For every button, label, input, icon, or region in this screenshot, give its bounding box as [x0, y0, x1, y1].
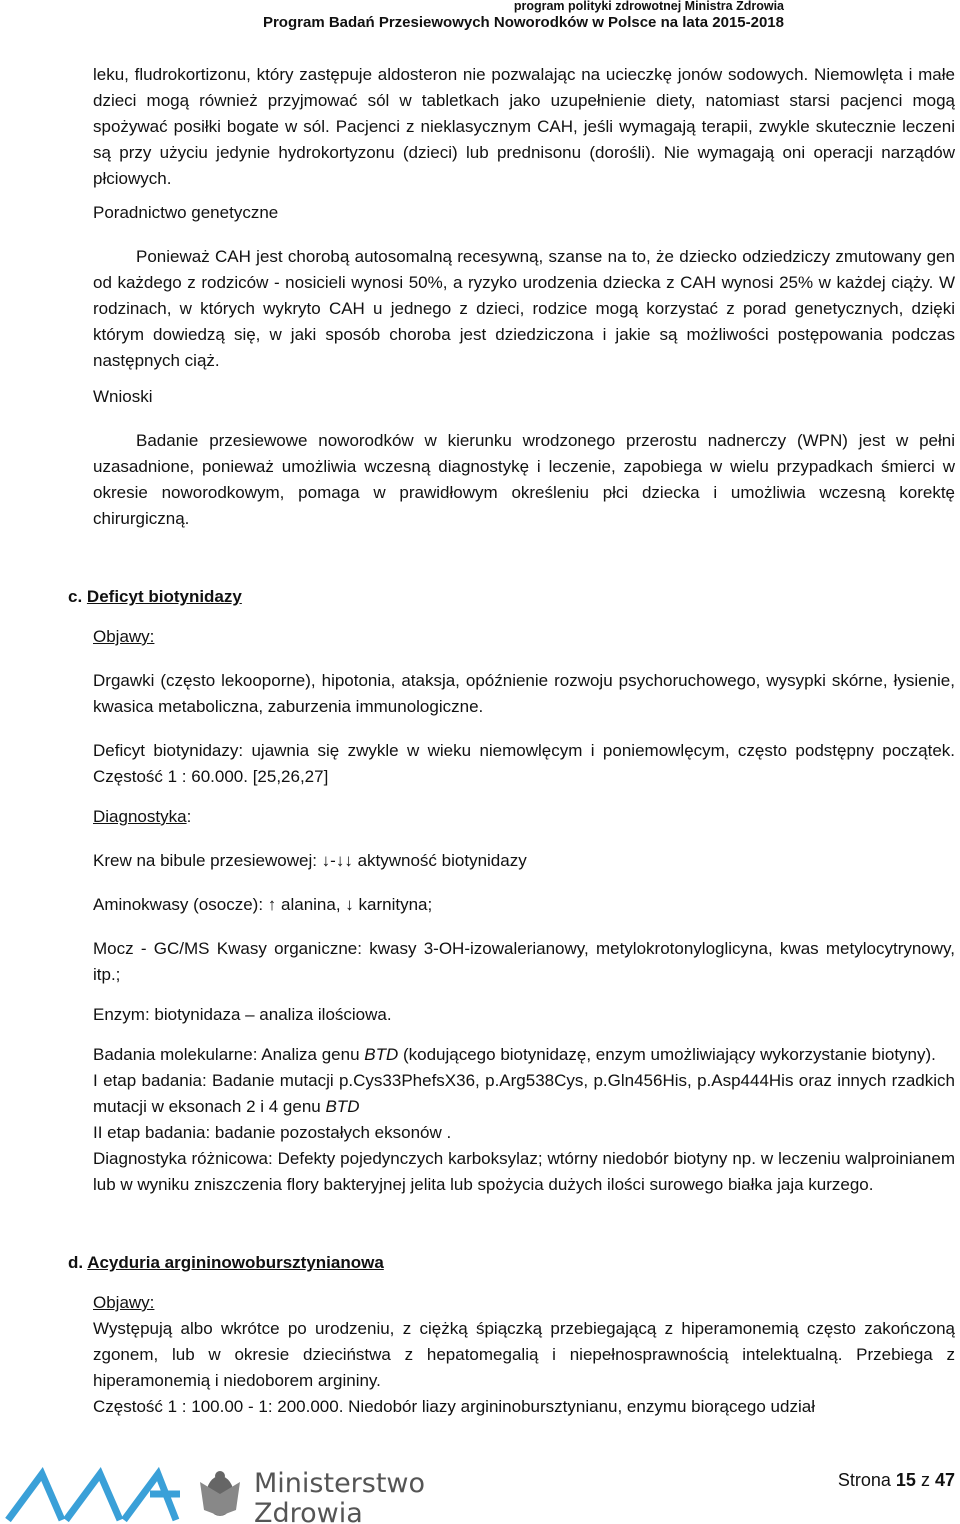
section-c-krew: Krew na bibule przesiewowej: ↓-↓↓ aktywność biotynidazy: [93, 851, 527, 870]
logo-line1: Ministerstwo: [254, 1468, 426, 1499]
arrow-down-icon: ↓: [321, 851, 331, 870]
section-c-mocz: Mocz - GC/MS Kwasy organiczne: kwasy 3-OH-izowalerianowy, metylokrotonyloglicyna, kwas metylocytrynowy, itp.;: [93, 939, 955, 984]
eagle-emblem-icon: [200, 1471, 240, 1516]
paragraph-treatment: leku, fludrokortizonu, który zastępuje aldosteron nie pozwalając na ucieczkę jonów sodowych. Niemowlęta i małe dzieci mogą również przyjmować sól w tabletkach jako uzupełnienie diety, natomiast starsi pacjenci mogą spożywać posiłki bogate w sól. Pacjenci z nieklasycznym CAH, jeśli wymagają terapii, zwykle skutecznie leczeni są przy użyciu jedynie hydrokortyzonu (dzieci) lub prednisonu (dorośli). Nie wymagają oni operacji narządów płciowych.: [93, 65, 955, 188]
section-d-objawy-label: Objawy:: [93, 1293, 155, 1312]
double-arrow-down-icon: ↓↓: [335, 851, 353, 870]
section-d-czestosc: Częstość 1 : 100.00 - 1: 200.000. Niedobór liazy argininobursztynianu, enzymu biorącego udział: [93, 1397, 815, 1416]
section-c-etap1: I etap badania: Badanie mutacji p.Cys33PhefsX36, p.Arg538Cys, p.Gln456His, p.Asp444His oraz innych rzadkich mutacji w eksonach 2 i 4 genu BTD: [93, 1071, 955, 1116]
section-c-name: Deficyt biotynidazy: [86, 587, 242, 606]
page-footer: [0, 1458, 960, 1523]
header-title: Program Badań Przesiewowych Noworodków w Polsce na lata 2015-2018: [262, 14, 784, 31]
arrow-up-icon: ↑: [267, 895, 277, 914]
section-c-etap2: II etap badania: badanie pozostałych eksonów .: [93, 1123, 452, 1142]
section-d-name: Acyduria argininowobursztynianowa: [87, 1253, 384, 1272]
ministerstwo-zdrowia-logo: [4, 1464, 474, 1524]
arrow-down-icon: ↓: [345, 895, 354, 914]
section-c-aminokwasy: Aminokwasy (osocze): ↑ alanina, ↓ karnityna;: [93, 895, 433, 914]
section-c-description: Deficyt biotynidazy: ujawnia się zwykle w wieku niemowlęcym i poniemowlęcym, często podstępny początek. Częstość 1 : 60.000. [25,26,27]: [93, 741, 955, 786]
section-c-prefix: c.: [68, 587, 83, 606]
section-c-objawy-text: Drgawki (często lekooporne), hipotonia, ataksja, opóźnienie rozwoju psychoruchowego, wysypki skórne, łysienie, kwasica metaboliczna, zaburzenia immunologiczne.: [93, 671, 955, 716]
section-d-title: [68, 1250, 955, 1276]
section-d-objawy-text: Występują albo wkrótce po urodzeniu, z ciężką śpiączką przebiegającą z hiperamonemią często zakończoną zgonem, lub w okresie dzieciństwa z hepatomegalią i niepełnosprawnością intelektualną. Przebiega z hiperamonemią i niedoborem argininy.: [93, 1319, 955, 1390]
mz-wave-mark-icon: [8, 1474, 180, 1520]
page-number: Strona 15 z 47: [837, 1470, 955, 1490]
section-c-enzym: Enzym: biotynidaza – analiza ilościowa.: [93, 1005, 392, 1024]
section-c-roznicowa: Diagnostyka różnicowa: Defekty pojedynczych karboksylaz; wtórny niedobór biotyny np. w leczeniu walproinianem lub w wyniku zniszczenia flory bakteryjnej jelita lub spożycia dużych ilości surowego białka jaja kurzego.: [93, 1149, 955, 1194]
logo-line2: Zdrowia: [254, 1498, 363, 1524]
header-program-line: program polityki zdrowotnej Ministra Zdrowia: [513, 0, 784, 13]
paragraph-conclusions: Badanie przesiewowe noworodków w kierunku wrodzonego przerostu nadnerczy (WPN) jest w pełni uzasadnione, ponieważ umożliwia wczesną diagnostykę i leczenie, zapobiega w wielu przypadkach śmierci w okresie noworodkowym, pomaga w prawidłowym określeniu płci dziecka i umożliwia wczesną korektę chirurgiczną.: [93, 431, 955, 528]
section-c-title: [68, 584, 955, 610]
section-c-objawy-label: Objawy:: [93, 627, 155, 646]
paragraph-genetic-counseling: Ponieważ CAH jest chorobą autosomalną recesywną, szanse na to, że dziecko odziedziczy zmutowany gen od każdego z rodziców - nosicieli wynosi 50%, a ryzyko urodzenia dziecka z CAH wynosi 25% w każdej ciąży. W rodzinach, w których wykryto CAH u jednego z dzieci, rodzice mogą korzystać z porad genetycznych, dzięki którym dowiedzą się, w jaki sposób choroba jest dziedziczona i jakie są możliwości postępowania podczas następnych ciąż.: [93, 247, 955, 370]
section-c-molecular: Badania molekularne: Analiza genu BTD (kodującego biotynidazę, enzym umożliwiający wykorzystanie biotyny).: [93, 1045, 936, 1064]
page-content: [68, 62, 955, 1420]
heading-poradnictwo: Poradnictwo genetyczne: [93, 203, 279, 222]
section-c-diagnostyka-label: Diagnostyka:: [93, 807, 192, 826]
section-d-prefix: d.: [68, 1253, 84, 1272]
heading-wnioski: Wnioski: [93, 387, 153, 406]
